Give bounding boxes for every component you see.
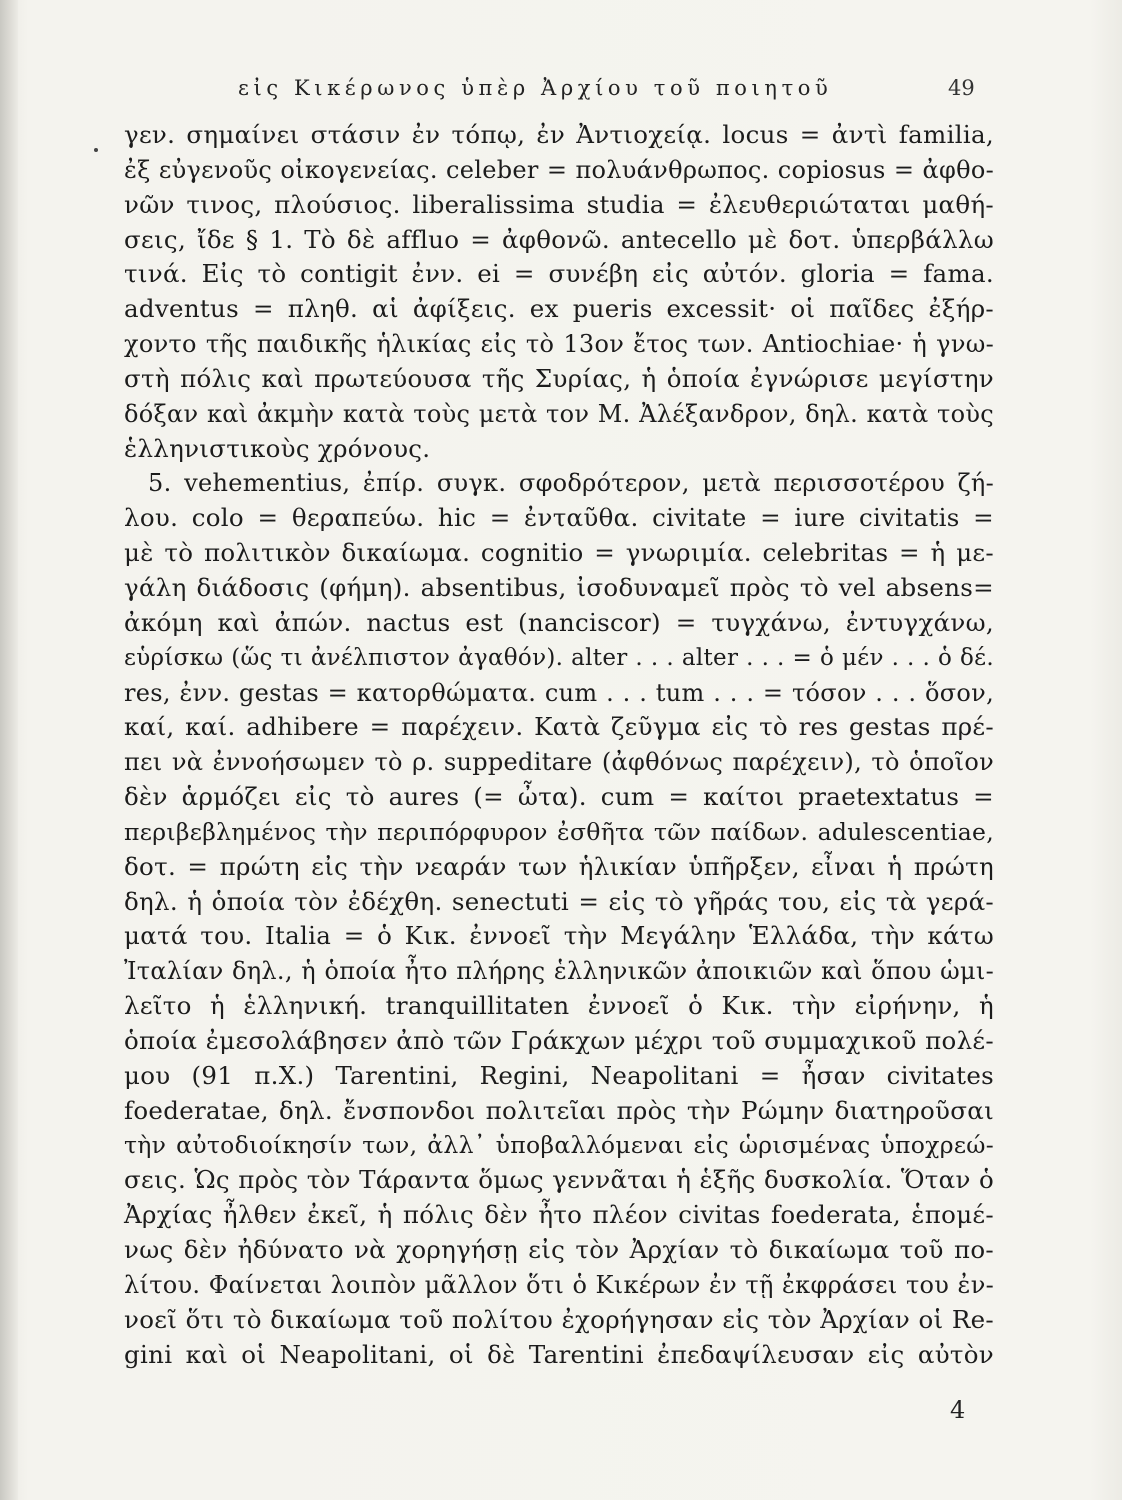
text-line: ἀκόμη καὶ ἀπών. nactus est (nanciscor) = τυγχάνω, ἐντυγχάνω, <box>124 607 994 637</box>
text-line: λεῖτο ἡ ἑλληνική. tranquillitaten ἐννοεῖ ὁ Κικ. τὴν εἰρήνην, ἡ <box>124 991 994 1021</box>
book-spine-shadow <box>0 0 18 1500</box>
text-line: σεις, ἴδε § 1. Τὸ δὲ affluo = ἀφθονῶ. antecello μὲ δοτ. ὑπερβάλλω <box>124 224 994 254</box>
text-line: Ἰταλίαν δηλ., ἡ ὁποία ἦτο πλήρης ἑλληνικῶν ἀποικιῶν καὶ ὅπου ὡμι- <box>124 957 994 986</box>
text-line: γεν. σημαίνει στάσιν ἐν τόπῳ, ἐν Ἀντιοχείᾳ. locus = ἀντὶ familia, <box>124 120 994 149</box>
text-line: καί, καί. adhibere = παρέχειν. Κατὰ ζεῦγμα εἰς τὸ res gestas πρέ- <box>124 712 994 742</box>
text-line: τὴν αὐτοδιοίκησίν των, ἀλλ᾿ ὑποβαλλόμεναι εἰς ὡρισμένας ὑποχρεώ- <box>124 1131 994 1160</box>
margin-mark <box>94 148 98 152</box>
text-line: δηλ. ἡ ὁποία τὸν ἐδέχθη. senectuti = εἰς τὸ γῆράς του, εἰς τὰ γερά- <box>124 886 994 916</box>
printer-signature-mark: 4 <box>950 1396 966 1424</box>
text-line: μὲ τὸ πολιτικὸν δικαίωμα. cognitio = γνωριμία. celebritas = ἡ με- <box>124 538 994 568</box>
text-line: δόξαν καὶ ἀκμὴν κατὰ τοὺς μετὰ τον Μ. Ἀλέξανδρον, δηλ. κατὰ τοὺς <box>124 399 994 428</box>
text-line: νῶν τινος, πλούσιος. liberalissima studia = ἐλευθεριώταται μαθή- <box>124 189 994 219</box>
text-line: res, ἐνν. gestas = κατορθώματα. cum . . . tum . . . = τόσον . . . ὅσον, <box>124 678 994 707</box>
text-line: ματά του. Italia = ὁ Κικ. ἐννοεῖ τὴν Μεγάλην Ἑλλάδα, τὴν κάτω <box>124 921 994 951</box>
text-line: νοεῖ ὅτι τὸ δικαίωμα τοῦ πολίτου ἐχορήγησαν εἰς τὸν Ἀρχίαν οἱ Re- <box>124 1304 994 1334</box>
text-line: τινά. Εἰς τὸ contigit ἐνν. ei = συνέβη εἰς αὐτόν. gloria = fama. <box>124 259 994 289</box>
text-line: εὑρίσκω (ὥς τι ἀνέλπιστον ἀγαθόν). alter . . . alter . . . = ὁ μέν . . . ὁ δέ. <box>124 644 994 671</box>
text-line: ἐξ εὐγενοῦς οἰκογενείας. celeber = πολυάνθρωπος. copiosus = ἀφθο- <box>124 155 994 184</box>
text-line: δοτ. = πρώτη εἰς τὴν νεαράν των ἡλικίαν ὑπῆρξεν, εἶναι ἡ πρώτη <box>124 851 994 881</box>
text-line: gini καὶ οἱ Neapolitani, οἱ δὲ Tarentini ἐπεδαψίλευσαν εἰς αὐτὸν <box>124 1339 994 1369</box>
text-line: νως δὲν ἠδύνατο νὰ χορηγήσῃ εἰς τὸν Ἀρχίαν τὸ δικαίωμα τοῦ πο- <box>124 1235 994 1264</box>
text-line: ἑλληνιστικοὺς χρόνους. <box>124 433 431 463</box>
text-line: δὲν ἁρμόζει εἰς τὸ aures (= ὦτα). cum = καίτοι praetextatus = <box>124 782 994 812</box>
text-line: γάλη διάδοσις (φήμη). absentibus, ἰσοδυναμεῖ πρὸς τὸ vel absens= <box>124 572 994 602</box>
text-line: περιβεβλημένος τὴν περιπόρφυρον ἐσθῆτα τῶν παίδων. adulescentiae, <box>124 817 994 846</box>
text-line: λου. colo = θεραπεύω. hic = ἐνταῦθα. civitate = iure civitatis = <box>124 503 994 533</box>
text-line: στὴ πόλις καὶ πρωτεύουσα τῆς Συρίας, ἡ ὁποία ἐγνώρισε μεγίστην <box>124 363 994 393</box>
text-line: Ἀρχίας ἦλθεν ἐκεῖ, ἡ πόλις δὲν ἦτο πλέον civitas foederata, ἑπομέ- <box>124 1200 994 1230</box>
text-line: χοντο τῆς παιδικῆς ἡλικίας εἰς τὸ 13ον ἔτος των. Antiochiae· ἡ γνω- <box>124 330 994 359</box>
text-line: adventus = πληθ. αἱ ἀφίξεις. ex pueris excessit· οἱ παῖδες ἐξήρ- <box>124 294 994 324</box>
commentary-text <box>124 118 994 1372</box>
text-line: foederatae, δηλ. ἔνσπονδοι πολιτεῖαι πρὸς τὴν Ρώμην διατηροῦσαι <box>124 1095 994 1125</box>
text-line: μου (91 π.Χ.) Tarentini, Regini, Neapolitani = ἦσαν civitates <box>124 1060 994 1090</box>
text-line: ὁποία ἐμεσολάβησεν ἀπὸ τῶν Γράκχων μέχρι τοῦ συμμαχικοῦ πολέ- <box>124 1025 994 1055</box>
text-line: πει νὰ ἐννοήσωμεν τὸ ρ. suppeditare (ἀφθόνως παρέχειν), τὸ ὁποῖον <box>124 748 994 777</box>
text-line: σεις. Ὡς πρὸς τὸν Τάραντα ὅμως γεννᾶται ἡ ἑξῆς δυσκολία. Ὅταν ὁ <box>124 1165 994 1195</box>
section-start-line: 5. vehementius, ἐπίρ. συγκ. σφοδρότερον, μετὰ περισσοτέρου ζή- <box>148 469 994 498</box>
running-head-title: εἰς Κικέρωνος ὑπὲρ Ἀρχίου τοῦ ποιητοῦ <box>238 76 833 100</box>
page-number: 49 <box>948 76 975 100</box>
text-line: λίτου. Φαίνεται λοιπὸν μᾶλλον ὅτι ὁ Κικέρων ἐν τῇ ἐκφράσει του ἐν- <box>124 1270 994 1299</box>
